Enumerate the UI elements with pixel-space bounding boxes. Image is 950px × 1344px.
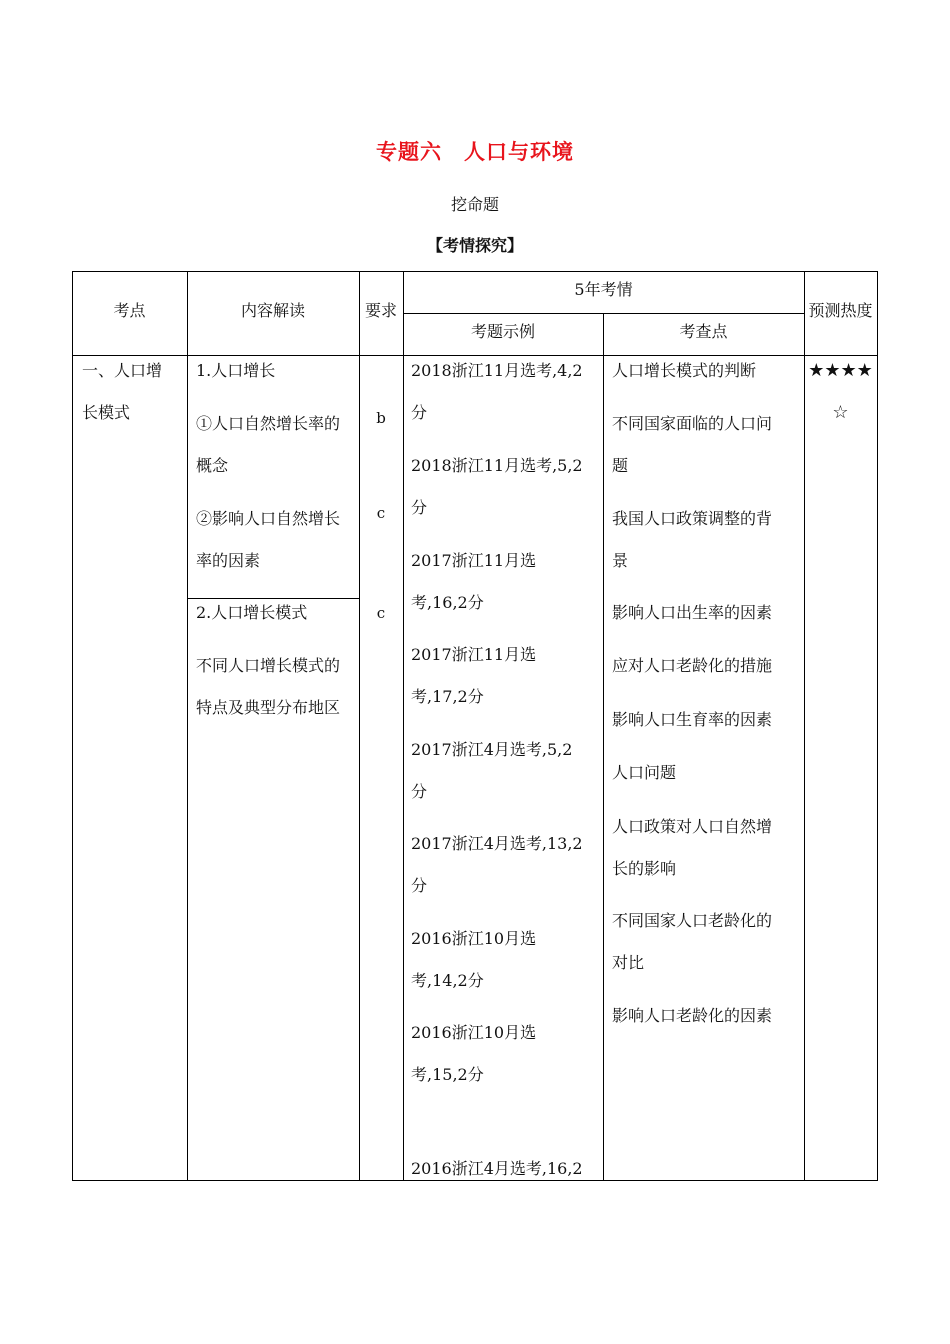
section-heading: 【考情探究】 — [426, 236, 523, 255]
checkpoint-item: 应对人口老龄化的措施 — [612, 656, 773, 675]
table-col-divider — [359, 271, 360, 1181]
example-item: 2017浙江4月选考,13,2 分 — [411, 834, 583, 895]
header-five-year: 5年考情 — [574, 280, 633, 299]
header-point: 考点 — [113, 301, 146, 320]
header-requirement: 要求 — [364, 301, 397, 320]
content-item-1: ①人口自然增长率的 概念 — [196, 414, 341, 475]
content-cell-1 — [196, 350, 275, 392]
content-cell-2 — [196, 592, 307, 634]
checkpoint-item: 影响人口生育率的因素 — [612, 710, 773, 729]
checkpoint-item: 影响人口老龄化的因素 — [612, 1006, 773, 1025]
example-item: 2016浙江10月选 考,15,2分 — [411, 1023, 537, 1084]
table-border-top — [72, 271, 878, 272]
checkpoint-item: 人口问题 — [612, 763, 677, 782]
example-item: 2017浙江11月选 考,17,2分 — [411, 645, 537, 706]
content-item-3: 不同人口增长模式的 特点及典型分布地区 — [196, 656, 341, 717]
document-subtitle: 挖命题 — [450, 195, 499, 214]
checkpoint-item: 人口增长模式的判断 — [612, 361, 757, 380]
empty-star-icon: ☆ — [832, 402, 849, 423]
table-border-right — [877, 271, 878, 1181]
example-item: 2017浙江4月选考,5,2 分 — [411, 740, 573, 801]
content-title: 1.人口增长 — [196, 361, 276, 380]
checkpoint-item: 人口政策对人口自然增 长的影响 — [612, 817, 773, 878]
document-title: 专题六 人口与环境 — [376, 140, 574, 164]
checkpoint-item: 不同国家面临的人口问 题 — [612, 414, 773, 475]
table-col-divider — [603, 313, 604, 1181]
header-checkpoints: 考查点 — [679, 322, 728, 341]
star-rating-icon: ★★★★ — [808, 360, 873, 381]
header-heat: 预测热度 — [808, 301, 873, 320]
heat-rating — [804, 350, 877, 434]
example-item: 2016浙江4月选考,16,2 — [411, 1159, 583, 1178]
example-item: 2018浙江11月选考,5,2 分 — [411, 456, 583, 517]
header-examples: 考题示例 — [470, 322, 535, 341]
checkpoint-item: 我国人口政策调整的背 景 — [612, 509, 773, 570]
checkpoint-item: 不同国家人口老龄化的 对比 — [612, 911, 773, 972]
example-item: 2017浙江11月选 考,16,2分 — [411, 551, 537, 612]
table-col-divider — [403, 271, 404, 1181]
table-col-divider — [187, 271, 188, 1181]
table-border-left — [72, 271, 73, 1181]
content-item-2: ②影响人口自然增长 率的因素 — [196, 509, 341, 570]
example-item: 2016浙江10月选 考,14,2分 — [411, 929, 537, 990]
header-content: 内容解读 — [240, 301, 305, 320]
requirement-value: b — [376, 409, 386, 427]
requirement-value: c — [376, 604, 386, 622]
point-cell: 一、人口增 长模式 — [82, 361, 163, 422]
example-item: 2018浙江11月选考,4,2 分 — [411, 361, 583, 422]
checkpoint-item: 影响人口出生率的因素 — [612, 603, 773, 622]
content-title: 2.人口增长模式 — [196, 603, 308, 622]
requirement-value: c — [376, 504, 386, 522]
